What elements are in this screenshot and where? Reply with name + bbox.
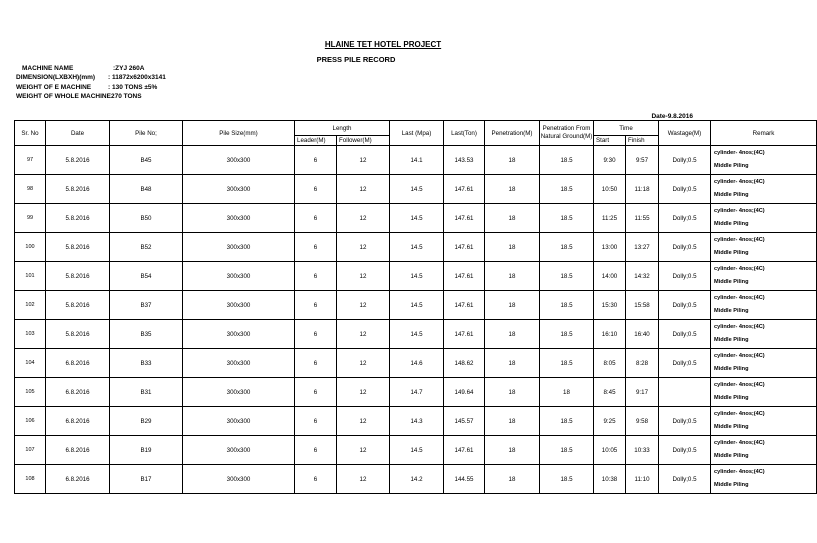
cell-penetration-natural: 18 <box>540 378 594 407</box>
cell-remark <box>711 233 817 262</box>
cell-leader: 6 <box>295 407 337 436</box>
cell-penetration-natural: 18.5 <box>540 146 594 175</box>
table-row <box>15 407 817 436</box>
cell-penetration: 18 <box>485 204 540 233</box>
machine-name-label: MACHINE NAME <box>22 65 74 72</box>
cell-pile-no: B48 <box>110 175 183 204</box>
remark-line-piling: Middle Piling <box>714 279 749 285</box>
cell-finish: 8:28 <box>626 349 659 378</box>
cell-follower: 12 <box>337 436 390 465</box>
cell-follower: 12 <box>337 349 390 378</box>
cell-follower: 12 <box>337 320 390 349</box>
cell-date: 6.8.2016 <box>46 436 110 465</box>
cell-date: 6.8.2016 <box>46 407 110 436</box>
header-remark: Remark <box>711 121 817 146</box>
header-row <box>15 121 817 136</box>
header-last-mpa: Last (Mpa) <box>390 121 444 146</box>
remark-line-cylinder: cylinder- 4nos;(4C) <box>714 411 765 417</box>
cell-follower: 12 <box>337 204 390 233</box>
cell-follower: 12 <box>337 407 390 436</box>
cell-penetration: 18 <box>485 291 540 320</box>
cell-last-mpa: 14.5 <box>390 436 444 465</box>
cell-last-ton: 149.64 <box>444 378 485 407</box>
cell-penetration-natural: 18.5 <box>540 204 594 233</box>
cell-pile-size: 300x300 <box>183 378 295 407</box>
remark-line-cylinder: cylinder- 4nos;(4C) <box>714 266 765 272</box>
cell-wastage: Dolly;0.5 <box>659 146 711 175</box>
cell-date: 5.8.2016 <box>46 204 110 233</box>
cell-finish: 9:58 <box>626 407 659 436</box>
cell-last-mpa: 14.5 <box>390 204 444 233</box>
cell-wastage: Dolly;0.5 <box>659 262 711 291</box>
cell-last-mpa: 14.5 <box>390 175 444 204</box>
table-row <box>15 291 817 320</box>
cell-pile-size: 300x300 <box>183 320 295 349</box>
header-follower: Follower(M) <box>337 136 390 146</box>
remark-line-piling: Middle Piling <box>714 424 749 430</box>
cell-leader: 6 <box>295 291 337 320</box>
cell-pile-no: B19 <box>110 436 183 465</box>
cell-pile-no: B33 <box>110 349 183 378</box>
header-date: Date <box>46 121 110 146</box>
table-row <box>15 175 817 204</box>
remark-line-cylinder: cylinder- 4nos;(4C) <box>714 324 765 330</box>
cell-penetration: 18 <box>485 349 540 378</box>
cell-start: 9:25 <box>594 407 626 436</box>
cell-last-ton: 148.62 <box>444 349 485 378</box>
remark-line-piling: Middle Piling <box>714 221 749 227</box>
cell-last-ton: 147.61 <box>444 175 485 204</box>
cell-wastage: Dolly;0.5 <box>659 204 711 233</box>
cell-penetration: 18 <box>485 262 540 291</box>
cell-start: 16:10 <box>594 320 626 349</box>
cell-last-mpa: 14.3 <box>390 407 444 436</box>
cell-pile-no: B31 <box>110 378 183 407</box>
cell-last-ton: 147.61 <box>444 204 485 233</box>
weight-whole-label: WEIGHT OF WHOLE MACHINE <box>16 92 111 100</box>
record-title: PRESS PILE RECORD <box>316 55 396 64</box>
cell-wastage: Dolly;0.5 <box>659 320 711 349</box>
cell-last-ton: 147.61 <box>444 291 485 320</box>
cell-penetration: 18 <box>485 175 540 204</box>
cell-date: 5.8.2016 <box>46 233 110 262</box>
cell-sr-no: 98 <box>15 175 46 204</box>
cell-penetration: 18 <box>485 233 540 262</box>
cell-sr-no: 100 <box>15 233 46 262</box>
header-leader: Leader(M) <box>295 136 337 146</box>
cell-finish: 15:58 <box>626 291 659 320</box>
cell-sr-no: 104 <box>15 349 46 378</box>
cell-leader: 6 <box>295 465 337 494</box>
remark-line-cylinder: cylinder- 4nos;(4C) <box>714 150 765 156</box>
cell-leader: 6 <box>295 262 337 291</box>
header-finish: Finish <box>626 136 659 146</box>
pile-record-table <box>14 120 817 494</box>
cell-pile-no: B45 <box>110 146 183 175</box>
header-start: Start <box>594 136 626 146</box>
cell-sr-no: 97 <box>15 146 46 175</box>
cell-wastage: Dolly;0.5 <box>659 349 711 378</box>
cell-penetration-natural: 18.5 <box>540 407 594 436</box>
cell-pile-no: B37 <box>110 291 183 320</box>
cell-date: 5.8.2016 <box>46 175 110 204</box>
cell-follower: 12 <box>337 291 390 320</box>
weight-whole-value: 270 TONS <box>110 92 142 100</box>
cell-penetration-natural: 18.5 <box>540 320 594 349</box>
cell-penetration-natural: 18.5 <box>540 233 594 262</box>
cell-penetration-natural: 18.5 <box>540 175 594 204</box>
table-row <box>15 204 817 233</box>
cell-penetration: 18 <box>485 378 540 407</box>
cell-start: 9:30 <box>594 146 626 175</box>
dimension-label: DIMENSION(LXBXH)(mm) <box>16 74 96 82</box>
remark-line-cylinder: cylinder- 4nos;(4C) <box>714 295 765 301</box>
cell-pile-no: B52 <box>110 233 183 262</box>
weight-whole-row <box>16 92 166 101</box>
cell-follower: 12 <box>337 233 390 262</box>
weight-machine-value: : 130 TONS ±5% <box>108 83 158 91</box>
cell-remark <box>711 436 817 465</box>
table-row <box>15 349 817 378</box>
cell-leader: 6 <box>295 204 337 233</box>
cell-sr-no: 99 <box>15 204 46 233</box>
cell-finish: 14:32 <box>626 262 659 291</box>
header-sr-no: Sr. No <box>15 121 46 146</box>
cell-pile-size: 300x300 <box>183 204 295 233</box>
remark-line-piling: Middle Piling <box>714 453 749 459</box>
cell-leader: 6 <box>295 320 337 349</box>
remark-line-piling: Middle Piling <box>714 395 749 401</box>
machine-name-row <box>16 64 166 73</box>
weight-machine-row <box>16 83 166 92</box>
remark-line-piling: Middle Piling <box>714 482 749 488</box>
header-penetration-natural: Penetration From Natural Ground(M) <box>540 121 594 146</box>
cell-remark <box>711 407 817 436</box>
cell-date: 5.8.2016 <box>46 291 110 320</box>
header-wastage: Wastage(M) <box>659 121 711 146</box>
cell-penetration: 18 <box>485 146 540 175</box>
cell-penetration-natural: 18.5 <box>540 291 594 320</box>
cell-pile-no: B17 <box>110 465 183 494</box>
cell-remark <box>711 349 817 378</box>
cell-start: 8:45 <box>594 378 626 407</box>
cell-leader: 6 <box>295 378 337 407</box>
dimension-value: : 11872x6200x3141 <box>108 74 166 82</box>
remark-line-cylinder: cylinder- 4nos;(4C) <box>714 179 765 185</box>
record-date: Date-9.8.2016 <box>651 113 693 120</box>
cell-leader: 6 <box>295 233 337 262</box>
table-row <box>15 320 817 349</box>
cell-date: 6.8.2016 <box>46 349 110 378</box>
cell-wastage: Dolly;0.5 <box>659 407 711 436</box>
cell-wastage: Dolly;0.5 <box>659 175 711 204</box>
cell-start: 14:00 <box>594 262 626 291</box>
cell-follower: 12 <box>337 146 390 175</box>
cell-start: 13:00 <box>594 233 626 262</box>
cell-sr-no: 106 <box>15 407 46 436</box>
table-body <box>15 146 817 494</box>
cell-finish: 11:55 <box>626 204 659 233</box>
cell-date: 6.8.2016 <box>46 378 110 407</box>
cell-start: 10:05 <box>594 436 626 465</box>
cell-remark <box>711 378 817 407</box>
cell-sr-no: 101 <box>15 262 46 291</box>
cell-sr-no: 102 <box>15 291 46 320</box>
cell-sr-no: 105 <box>15 378 46 407</box>
header-pile-no: Pile No; <box>110 121 183 146</box>
cell-pile-no: B54 <box>110 262 183 291</box>
cell-start: 11:25 <box>594 204 626 233</box>
remark-line-cylinder: cylinder- 4nos;(4C) <box>714 440 765 446</box>
remark-line-piling: Middle Piling <box>714 308 749 314</box>
cell-date: 5.8.2016 <box>46 262 110 291</box>
dimension-row <box>16 73 166 82</box>
remark-line-cylinder: cylinder- 4nos;(4C) <box>714 353 765 359</box>
table-row <box>15 465 817 494</box>
cell-last-ton: 147.61 <box>444 262 485 291</box>
cell-last-mpa: 14.7 <box>390 378 444 407</box>
cell-pile-size: 300x300 <box>183 436 295 465</box>
cell-leader: 6 <box>295 436 337 465</box>
cell-pile-size: 300x300 <box>183 407 295 436</box>
header-time: Time <box>594 121 659 136</box>
cell-finish: 11:10 <box>626 465 659 494</box>
cell-penetration: 18 <box>485 407 540 436</box>
cell-date: 5.8.2016 <box>46 320 110 349</box>
table-row <box>15 262 817 291</box>
cell-finish: 9:17 <box>626 378 659 407</box>
remark-line-piling: Middle Piling <box>714 163 749 169</box>
table-row <box>15 233 817 262</box>
cell-wastage: Dolly;0.5 <box>659 465 711 494</box>
cell-follower: 12 <box>337 175 390 204</box>
cell-remark <box>711 175 817 204</box>
cell-penetration-natural: 18.5 <box>540 262 594 291</box>
cell-pile-size: 300x300 <box>183 146 295 175</box>
cell-penetration-natural: 18.5 <box>540 349 594 378</box>
cell-sr-no: 108 <box>15 465 46 494</box>
header-pile-size: Pile Size(mm) <box>183 121 295 146</box>
cell-last-ton: 144.55 <box>444 465 485 494</box>
remark-line-piling: Middle Piling <box>714 250 749 256</box>
cell-start: 10:38 <box>594 465 626 494</box>
machine-name-value: :ZYJ 260A <box>113 65 145 72</box>
remark-line-cylinder: cylinder- 4nos;(4C) <box>714 382 765 388</box>
cell-wastage: Dolly;0.5 <box>659 436 711 465</box>
cell-follower: 12 <box>337 465 390 494</box>
cell-last-ton: 145.57 <box>444 407 485 436</box>
weight-machine-label: WEIGHT OF E MACHINE <box>16 83 92 91</box>
machine-info <box>16 64 166 101</box>
table-row <box>15 146 817 175</box>
cell-last-ton: 147.61 <box>444 320 485 349</box>
cell-last-mpa: 14.5 <box>390 262 444 291</box>
cell-last-ton: 143.53 <box>444 146 485 175</box>
cell-leader: 6 <box>295 175 337 204</box>
cell-pile-no: B50 <box>110 204 183 233</box>
cell-last-mpa: 14.1 <box>390 146 444 175</box>
cell-start: 8:05 <box>594 349 626 378</box>
remark-line-cylinder: cylinder- 4nos;(4C) <box>714 469 765 475</box>
cell-pile-size: 300x300 <box>183 233 295 262</box>
cell-start: 10:50 <box>594 175 626 204</box>
cell-remark <box>711 291 817 320</box>
cell-last-ton: 147.61 <box>444 436 485 465</box>
cell-penetration-natural: 18.5 <box>540 465 594 494</box>
cell-pile-no: B29 <box>110 407 183 436</box>
cell-last-mpa: 14.5 <box>390 291 444 320</box>
cell-date: 5.8.2016 <box>46 146 110 175</box>
cell-pile-no: B35 <box>110 320 183 349</box>
cell-last-mpa: 14.5 <box>390 233 444 262</box>
cell-sr-no: 103 <box>15 320 46 349</box>
cell-start: 15:30 <box>594 291 626 320</box>
cell-finish: 16:40 <box>626 320 659 349</box>
cell-last-mpa: 14.5 <box>390 320 444 349</box>
remark-line-cylinder: cylinder- 4nos;(4C) <box>714 208 765 214</box>
cell-pile-size: 300x300 <box>183 465 295 494</box>
cell-last-mpa: 14.6 <box>390 349 444 378</box>
cell-wastage: Dolly;0.5 <box>659 233 711 262</box>
remark-line-cylinder: cylinder- 4nos;(4C) <box>714 237 765 243</box>
table-row <box>15 378 817 407</box>
table-row <box>15 436 817 465</box>
remark-line-piling: Middle Piling <box>714 192 749 198</box>
cell-finish: 11:18 <box>626 175 659 204</box>
cell-finish: 13:27 <box>626 233 659 262</box>
cell-remark <box>711 465 817 494</box>
cell-finish: 10:33 <box>626 436 659 465</box>
cell-follower: 12 <box>337 262 390 291</box>
header-penetration: Penetration(M) <box>485 121 540 146</box>
remark-line-piling: Middle Piling <box>714 337 749 343</box>
cell-pile-size: 300x300 <box>183 262 295 291</box>
cell-pile-size: 300x300 <box>183 349 295 378</box>
cell-last-ton: 147.61 <box>444 233 485 262</box>
remark-line-piling: Middle Piling <box>714 366 749 372</box>
header-last-ton: Last(Ton) <box>444 121 485 146</box>
cell-remark <box>711 262 817 291</box>
cell-leader: 6 <box>295 146 337 175</box>
cell-remark <box>711 204 817 233</box>
cell-last-mpa: 14.2 <box>390 465 444 494</box>
cell-leader: 6 <box>295 349 337 378</box>
cell-sr-no: 107 <box>15 436 46 465</box>
header-length: Length <box>295 121 390 136</box>
cell-wastage <box>659 378 711 407</box>
cell-pile-size: 300x300 <box>183 291 295 320</box>
cell-penetration-natural: 18.5 <box>540 436 594 465</box>
cell-finish: 9:57 <box>626 146 659 175</box>
cell-penetration: 18 <box>485 436 540 465</box>
cell-wastage: Dolly;0.5 <box>659 291 711 320</box>
cell-remark <box>711 146 817 175</box>
cell-penetration: 18 <box>485 320 540 349</box>
project-title: HLAINE TET HOTEL PROJECT <box>324 40 442 49</box>
cell-remark <box>711 320 817 349</box>
cell-pile-size: 300x300 <box>183 175 295 204</box>
cell-date: 6.8.2016 <box>46 465 110 494</box>
cell-follower: 12 <box>337 378 390 407</box>
cell-penetration: 18 <box>485 465 540 494</box>
